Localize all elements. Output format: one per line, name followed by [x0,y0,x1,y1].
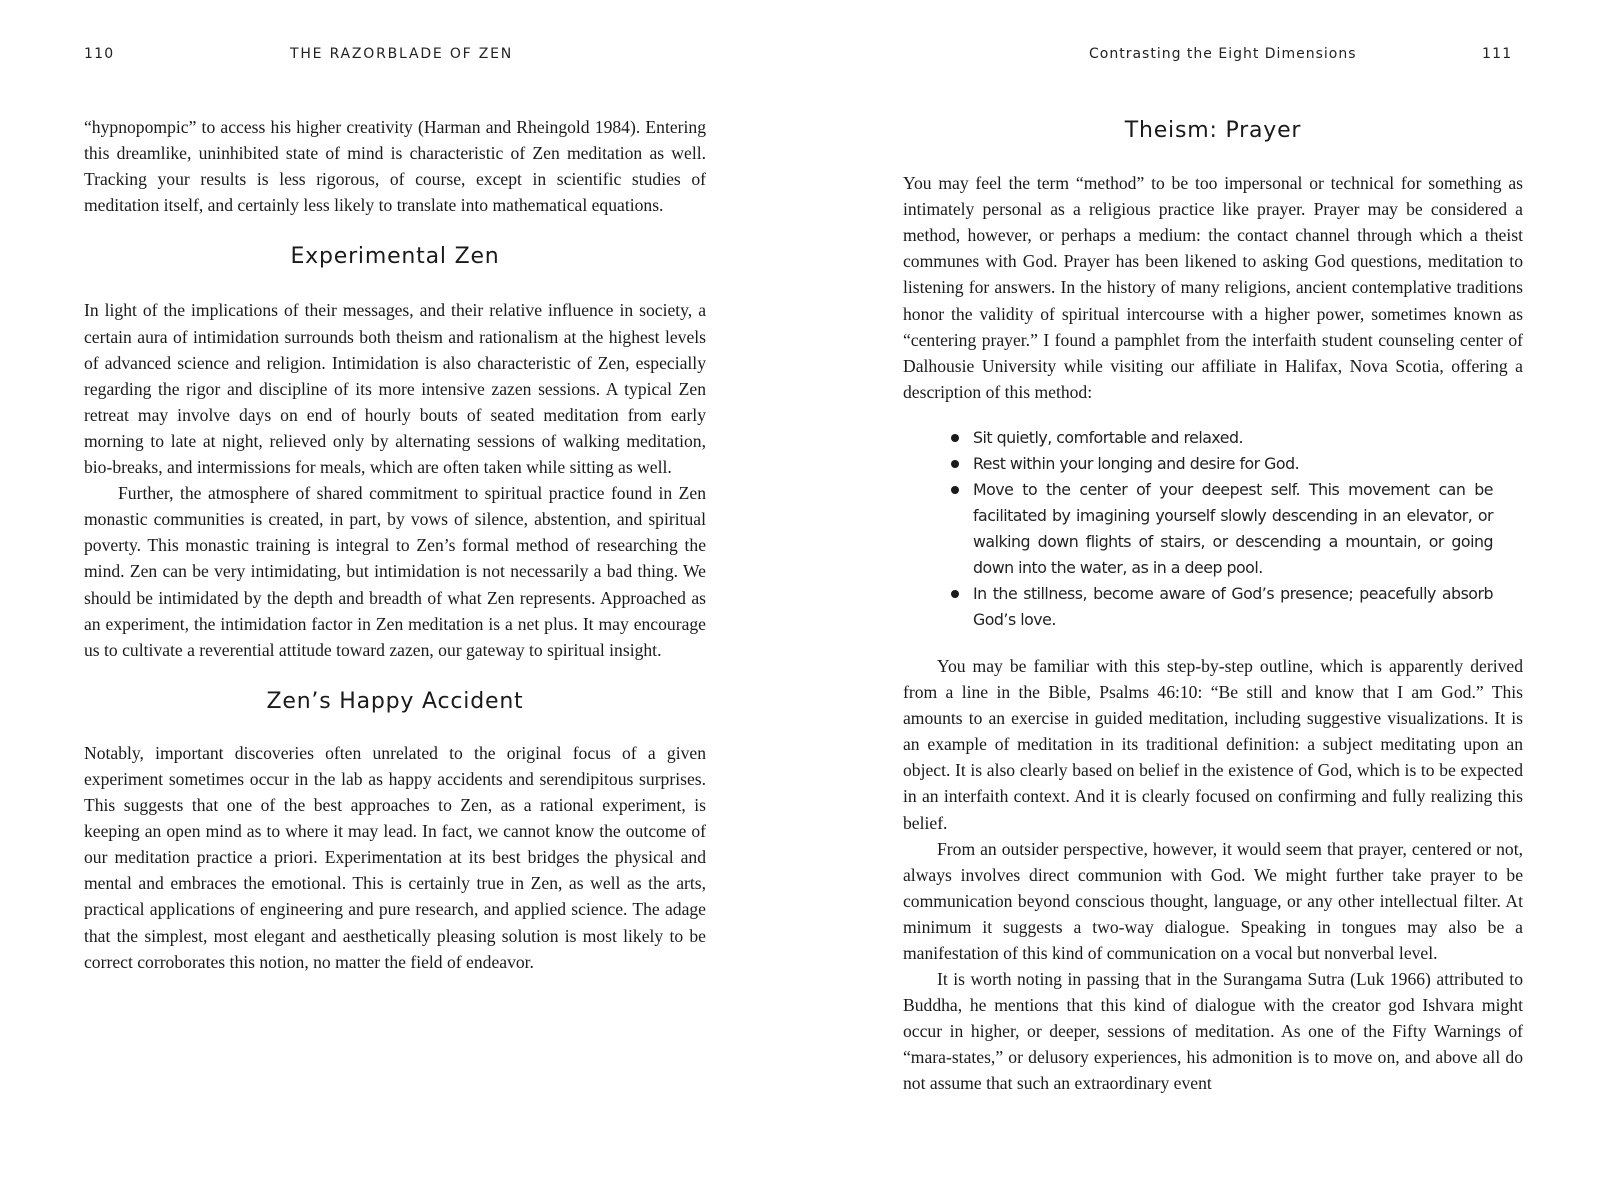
paragraph: You may be familiar with this step-by-step outline, which is apparently derived from a line in the Bible, Psalms 46:10: “Be still and know that I am God.” This amounts to an exercise in guided meditation, including suggestive visualizations. It is an example of meditation in its traditional definition: a subject meditating upon an object. It is also clearly based on belief in the existence of God, which is to be expected in an interfaith context. And it is clearly focused on confirming and fully realizing this belief. [903,655,1523,833]
list-item: Move to the center of your deepest self. This movement can be facilitated by imagining yourself slowly descending in an elevator, or walking down flights of stairs, or descending a mountain, or going down into the water, as in a deep pool. [951,477,1493,581]
bullet-icon [951,460,959,468]
list-item: Rest within your longing and desire for God. [951,451,1493,477]
section-heading-theism-prayer: Theism: Prayer [1124,118,1302,143]
bullet-icon [951,590,959,598]
section-heading-experimental-zen: Experimental Zen [290,244,500,270]
bullet-icon [951,434,959,442]
paragraph: You may feel the term “method” to be too impersonal or technical for something as intimately personal as a religious practice like prayer. Prayer may be considered a method, however, or perhaps a medium: the contact channel through which a theist communes with God. Prayer has been likened to asking God questions, meditation to listening for answers. In the history of many religions, ancient contemplative traditions honor the validity of spiritual intercourse with a higher power, sometimes known as “centering prayer.” I found a pamphlet from the interfaith student counseling center of Dalhousie University while visiting our affiliate in Halifax, Nova Scotia, offering a description of this method: [903,173,1523,402]
right-page [800,0,1600,1200]
paragraph: Further, the atmosphere of shared commitment to spiritual practice found in Zen monastic communities is created, in part, by vows of silence, abstention, and spiritual poverty. This monastic training is integral to Zen’s formal method of researching the mind. Zen can be very intimidating, but intimidation is not necessarily a bad thing. We should be intimidated by the depth and breadth of what Zen represents. Approached as an experiment, the intimidation factor in Zen meditation is a net plus. It may encourage us to cultivate a reverential attitude toward zazen, our gateway to spiritual insight. [84,483,706,660]
left-text-block [84,114,706,975]
right-text-block [903,114,1523,1097]
page-number: 111 [1482,46,1513,62]
bullet-icon [951,486,959,494]
bullet-list [951,425,1493,633]
paragraph: From an outsider perspective, however, it would seem that prayer, centered or not, always involves direct communion with God. We might further take prayer to be communication beyond conscious thought, language, or any other intellectual filter. At minimum it suggests a two-way dialogue. Speaking in tongues may also be a manifestation of this kind of communication on a vocal but nonverbal level. [903,838,1523,963]
running-head-book-title: THE RAZORBLADE OF ZEN [290,46,514,62]
paragraph: “hypnopompic” to access his higher creativity (Harman and Rheingold 1984). Entering this dreamlike, uninhibited state of mind is characteristic of Zen meditation as well. Tracking your results is less rigorous, of course, except in scientific studies of meditation itself, and certainly less likely to translate into mathematical equations. [84,117,706,216]
paragraph: Notably, important discoveries often unrelated to the original focus of a given experiment sometimes occur in the lab as happy accidents and serendipitous surprises. This suggests that one of the best approaches to Zen, as a rational experiment, is keeping an open mind as to where it may lead. In fact, we cannot know the outcome of our meditation practice a priori. Experimentation at its best bridges the physical and mental and embraces the emotional. This is certainly true in Zen, as well as the arts, practical applications of engineering and pure research, and applied science. The adage that the simplest, most elegant and aesthetically pleasing solution is most likely to be correct corroborates this notion, no matter the field of endeavor. [84,742,706,972]
section-heading-happy-accident: Zen’s Happy Accident [266,688,524,714]
list-item: Sit quietly, comfortable and relaxed. [951,425,1493,451]
paragraph: In light of the implications of their messages, and their relative influence in society, a certain aura of intimidation surrounds both theism and rationalism at the highest levels of advanced science and religion. Intimidation is also characteristic of Zen, especially regarding the rigor and discipline of its more intensive zazen sessions. A typical Zen retreat may involve days on end of hourly bouts of seated meditation from early morning to late at night, relieved only by alternating sessions of walking meditation, bio-breaks, and intermissions for meals, which are often taken while sitting as well. [84,300,706,478]
page-number: 110 [84,46,115,62]
running-head-chapter-title: Contrasting the Eight Dimensions [1089,46,1357,62]
paragraph: It is worth noting in passing that in the Surangama Sutra (Luk 1966) attributed to Buddha, he mentions that this kind of dialogue with the creator god Ishvara might occur in higher, or deeper, sessions of meditation. As one of the Fifty Warnings of “mara-states,” or delusory experiences, his admonition is to move on, and above all do not assume that such an extraordinary event [903,969,1523,1094]
list-item: In the stillness, become aware of God’s presence; peacefully absorb God’s love. [951,581,1493,633]
